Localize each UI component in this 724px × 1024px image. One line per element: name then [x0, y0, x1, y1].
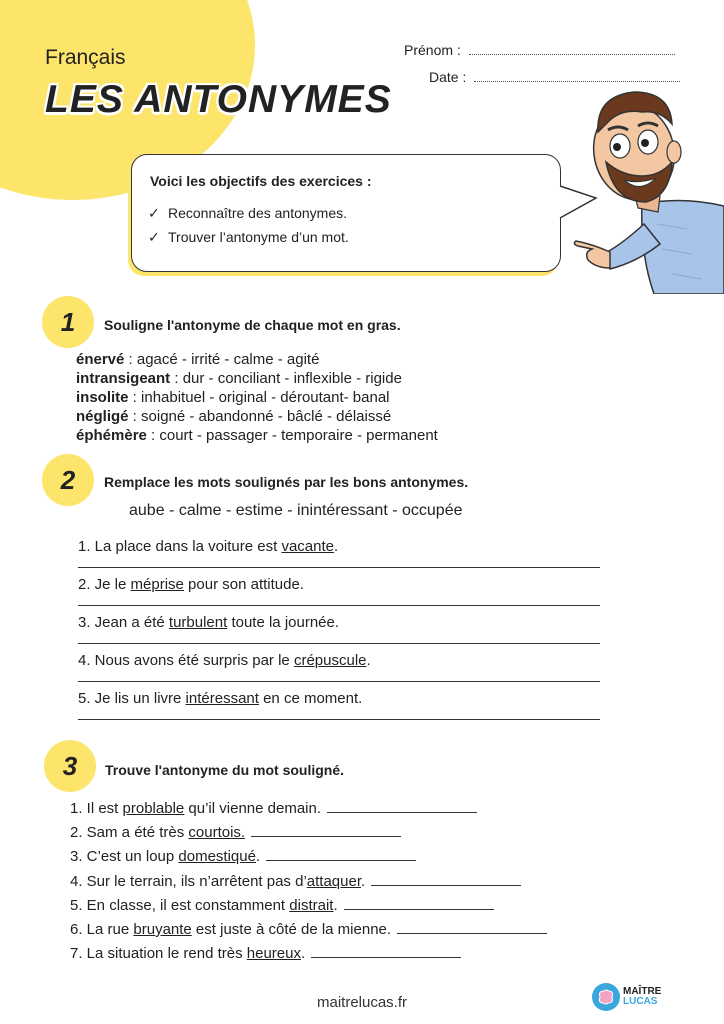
underlined-word: distrait	[289, 896, 334, 914]
sentence-text: 5. Je lis un livre	[78, 690, 186, 707]
underlined-word: problable	[122, 800, 185, 817]
sentence-text: pour son attitude.	[183, 576, 304, 593]
word-options[interactable]: : soigné - abandonné - bâclé - délaissé	[128, 408, 392, 425]
list-item	[70, 945, 547, 969]
underlined-word: crépuscule	[293, 652, 367, 669]
exercise-3-number: 3	[44, 740, 96, 792]
date-field[interactable]	[429, 69, 680, 85]
bold-word: négligé	[76, 408, 129, 425]
list-item	[70, 873, 547, 897]
exercise-3-list	[70, 800, 547, 969]
sentence-text: 4. Nous avons été surpris par le	[78, 652, 294, 669]
bold-word: éphémère	[76, 427, 147, 444]
sentence-text: .	[366, 652, 371, 669]
exercise-1-instruction: Souligne l'antonyme de chaque mot en gras.	[104, 317, 401, 333]
list-item	[78, 612, 600, 650]
sentence-text: .	[361, 872, 366, 890]
word-options[interactable]: : court - passager - temporaire - permanent	[146, 427, 438, 444]
answer-line[interactable]	[78, 719, 600, 720]
exercise-2-number: 2	[42, 454, 94, 506]
list-item	[78, 688, 600, 726]
first-name-line[interactable]	[469, 43, 675, 55]
underlined-word: turbulent	[168, 614, 228, 631]
bold-word: intransigeant	[76, 370, 171, 387]
answer-blank[interactable]	[311, 945, 461, 958]
answer-blank[interactable]	[266, 848, 416, 861]
sentence-text: en ce moment.	[258, 690, 363, 707]
sentence-text: 1. La place dans la voiture est	[78, 538, 282, 555]
sentence-text: 4. Sur le terrain, ils n’arrêtent pas d’	[70, 872, 307, 890]
list-item	[70, 848, 547, 872]
exercise-1-number: 1	[42, 296, 94, 348]
underlined-word: bruyante	[133, 920, 192, 938]
exercise-3-instruction: Trouve l'antonyme du mot souligné.	[105, 762, 345, 778]
answer-line[interactable]	[78, 643, 600, 644]
underlined-word: intéressant	[185, 690, 259, 707]
exercise-1-list	[76, 350, 438, 445]
sentence-text: qu’il vienne demain.	[184, 800, 322, 817]
date-line[interactable]	[474, 70, 680, 82]
bubble-tail	[558, 184, 598, 224]
footer-website[interactable]: maitrelucas.fr	[316, 994, 408, 1011]
underlined-word: attaquer	[306, 872, 361, 890]
sentence-text: .	[301, 945, 306, 963]
word-options[interactable]: : dur - conciliant - inflexible - rigide	[170, 370, 402, 387]
list-item	[70, 897, 547, 921]
sentence	[78, 576, 304, 593]
exercise-2-instruction: Remplace les mots soulignés par les bons antonymes.	[104, 474, 469, 490]
list-item	[76, 407, 438, 426]
sentence-text: .	[333, 896, 338, 914]
bold-word: énervé	[76, 351, 125, 368]
bold-word: insolite	[76, 389, 129, 406]
page-title: LES ANTONYMES	[45, 78, 392, 121]
answer-blank[interactable]	[344, 897, 494, 910]
sentence	[78, 652, 371, 669]
answer-blank[interactable]	[251, 824, 401, 837]
list-item	[76, 369, 438, 388]
list-item	[76, 426, 438, 445]
answer-line[interactable]	[78, 605, 600, 606]
sentence-text: .	[255, 848, 261, 866]
sentence-text: toute la journée.	[227, 614, 340, 631]
brand-logo	[592, 983, 661, 1011]
sentence	[78, 538, 338, 555]
checkmark-icon: ✓	[148, 205, 160, 221]
subject-label: Français	[45, 46, 126, 69]
sentence-text: 1. Il est	[70, 800, 123, 817]
underlined-word: domestiqué	[178, 848, 256, 866]
sentence-text: 2. Je le	[78, 576, 131, 593]
sentence-text: 7. La situation le rend très	[70, 945, 247, 963]
logo-line-1: MAÎTRE	[623, 986, 662, 997]
underlined-word: heureux	[246, 945, 301, 963]
objectives-bubble	[131, 154, 561, 272]
list-item	[76, 388, 438, 407]
answer-line[interactable]	[78, 567, 600, 568]
sentence-text: .	[334, 538, 339, 555]
answer-blank[interactable]	[371, 873, 521, 886]
underlined-word: méprise	[130, 576, 184, 593]
brain-icon	[592, 983, 620, 1011]
list-item	[78, 650, 600, 688]
objective-text: Reconnaître des antonymes.	[168, 205, 347, 221]
sentence-text: 2. Sam a été très	[70, 824, 189, 842]
sentence-text: 5. En classe, il est constamment	[70, 896, 290, 914]
answer-blank[interactable]	[397, 921, 547, 934]
sentence	[78, 690, 362, 707]
list-item	[70, 800, 547, 824]
objective-text: Trouver l’antonyme d’un mot.	[168, 229, 349, 245]
objective-item	[148, 205, 347, 222]
checkmark-icon: ✓	[148, 229, 160, 245]
date-label: Date :	[429, 69, 467, 85]
sentence-text: 3. Jean a été	[78, 614, 169, 631]
list-item	[70, 824, 547, 848]
word-bank: aube - calme - estime - inintéressant - occupée	[129, 502, 463, 519]
sentence-text: 6. La rue	[70, 920, 134, 938]
underlined-word: courtois.	[188, 824, 246, 842]
exercise-2-list	[78, 536, 600, 726]
list-item	[76, 350, 438, 369]
first-name-field[interactable]	[404, 42, 675, 58]
list-item	[78, 574, 600, 612]
sentence-text: 3. C’est un loup	[70, 848, 179, 866]
word-options[interactable]: : agacé - irrité - calme - agité	[124, 351, 320, 368]
answer-line[interactable]	[78, 681, 600, 682]
logo-line-2: LUCAS	[623, 996, 658, 1007]
sentence-text: est juste à côté de la mienne.	[191, 920, 392, 938]
word-options[interactable]: : inhabituel - original - déroutant- banal	[128, 389, 390, 406]
sentence	[78, 614, 339, 631]
objectives-lead: Voici les objectifs des exercices :	[150, 173, 372, 189]
objective-item	[148, 229, 349, 246]
answer-blank[interactable]	[327, 800, 477, 813]
list-item	[78, 536, 600, 574]
list-item	[70, 921, 547, 945]
first-name-label: Prénom :	[404, 42, 461, 58]
underlined-word: vacante	[281, 538, 335, 555]
